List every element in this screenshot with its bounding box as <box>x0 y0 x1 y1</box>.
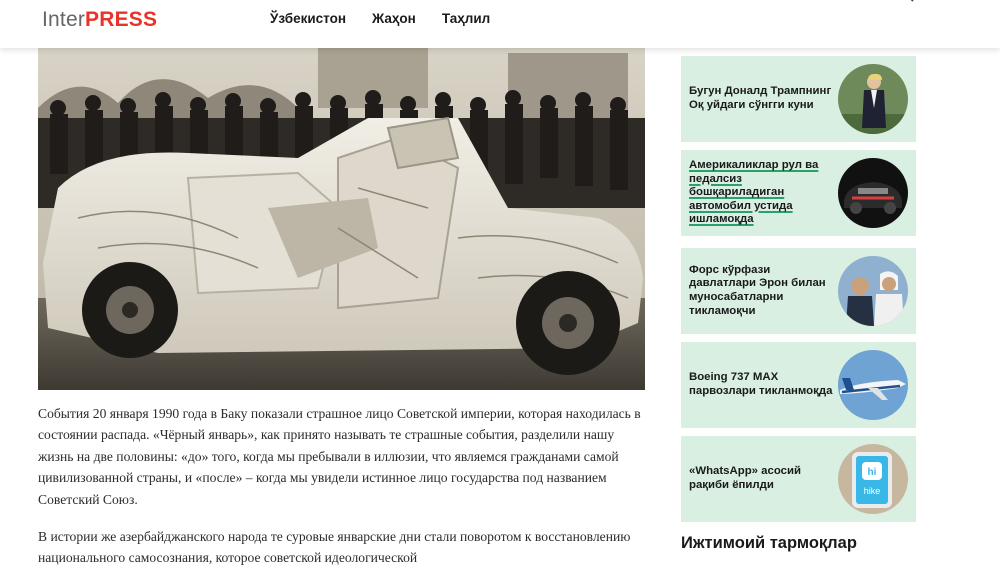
car-photo-icon <box>838 158 908 228</box>
social-networks-heading: Ижтимоий тармоқлар <box>681 534 857 552</box>
site-logo[interactable] <box>42 8 157 32</box>
sidebar-news-card[interactable] <box>681 56 916 142</box>
site-header <box>0 0 1000 48</box>
nav-item-world[interactable]: Жаҳон <box>372 11 416 26</box>
article-hero-photo <box>38 48 645 390</box>
sidebar-news-title[interactable]: «WhatsApp» асосий рақиби ёпилди <box>689 465 801 491</box>
main-nav <box>270 11 490 26</box>
sidebar-news-card[interactable] <box>681 248 916 334</box>
sidebar-news-title[interactable] <box>689 150 834 236</box>
sidebar-news-title[interactable]: Boeing 737 MAX парвозлари тикланмоқда <box>689 371 833 397</box>
sidebar-news-card[interactable] <box>681 150 916 236</box>
svg-text:hi: hi <box>867 467 877 478</box>
sheikh-photo-icon <box>838 256 908 326</box>
sidebar-news-title-link[interactable]: Америкаликлар рул ва педалсиз бошқариладиган автомобил устида ишламоқда <box>689 159 819 226</box>
nav-item-analysis[interactable]: Таҳлил <box>441 11 491 26</box>
article-paragraph: В истории же азербайджанского народа те суровые январские дни стали поворотом к восстановлению национального самосознания, которое советской идеологической <box>38 529 631 566</box>
sidebar-news-title[interactable]: Форс кўрфази давлатлари Эрон билан муносабатларни тикламоқчи <box>689 263 826 317</box>
airplane-photo-icon <box>838 350 908 420</box>
sidebar-news-card[interactable] <box>681 436 916 522</box>
search-icon[interactable] <box>898 0 916 6</box>
logo-text-press: PRESS <box>85 8 158 31</box>
sidebar-news-card[interactable] <box>681 342 916 428</box>
sidebar-news-title[interactable]: Бугун Доналд Трампнинг Оқ уйдаги сўнгги куни <box>689 85 832 111</box>
hike-logo-text: hike <box>863 486 881 496</box>
trump-photo-icon <box>838 64 908 134</box>
nav-item-uzbekistan[interactable]: Ўзбекистон <box>270 11 347 26</box>
article-paragraph: События 20 января 1990 года в Баку показали страшное лицо Советской империи, которая находилась в состоянии распада. «Чёрный январь», как принято называть те страшные события, разделили нашу жизнь на две половины: «до» того, когда мы пребывали в иллюзии, что являемся гражданами самой цивилизованной страны, и «после» – когда мы увидели истинное лицо государства под названием Советский Союз. <box>38 406 641 507</box>
article-body <box>38 403 648 568</box>
hike-app-icon <box>838 444 908 514</box>
logo-text-inter: Inter <box>42 8 86 31</box>
